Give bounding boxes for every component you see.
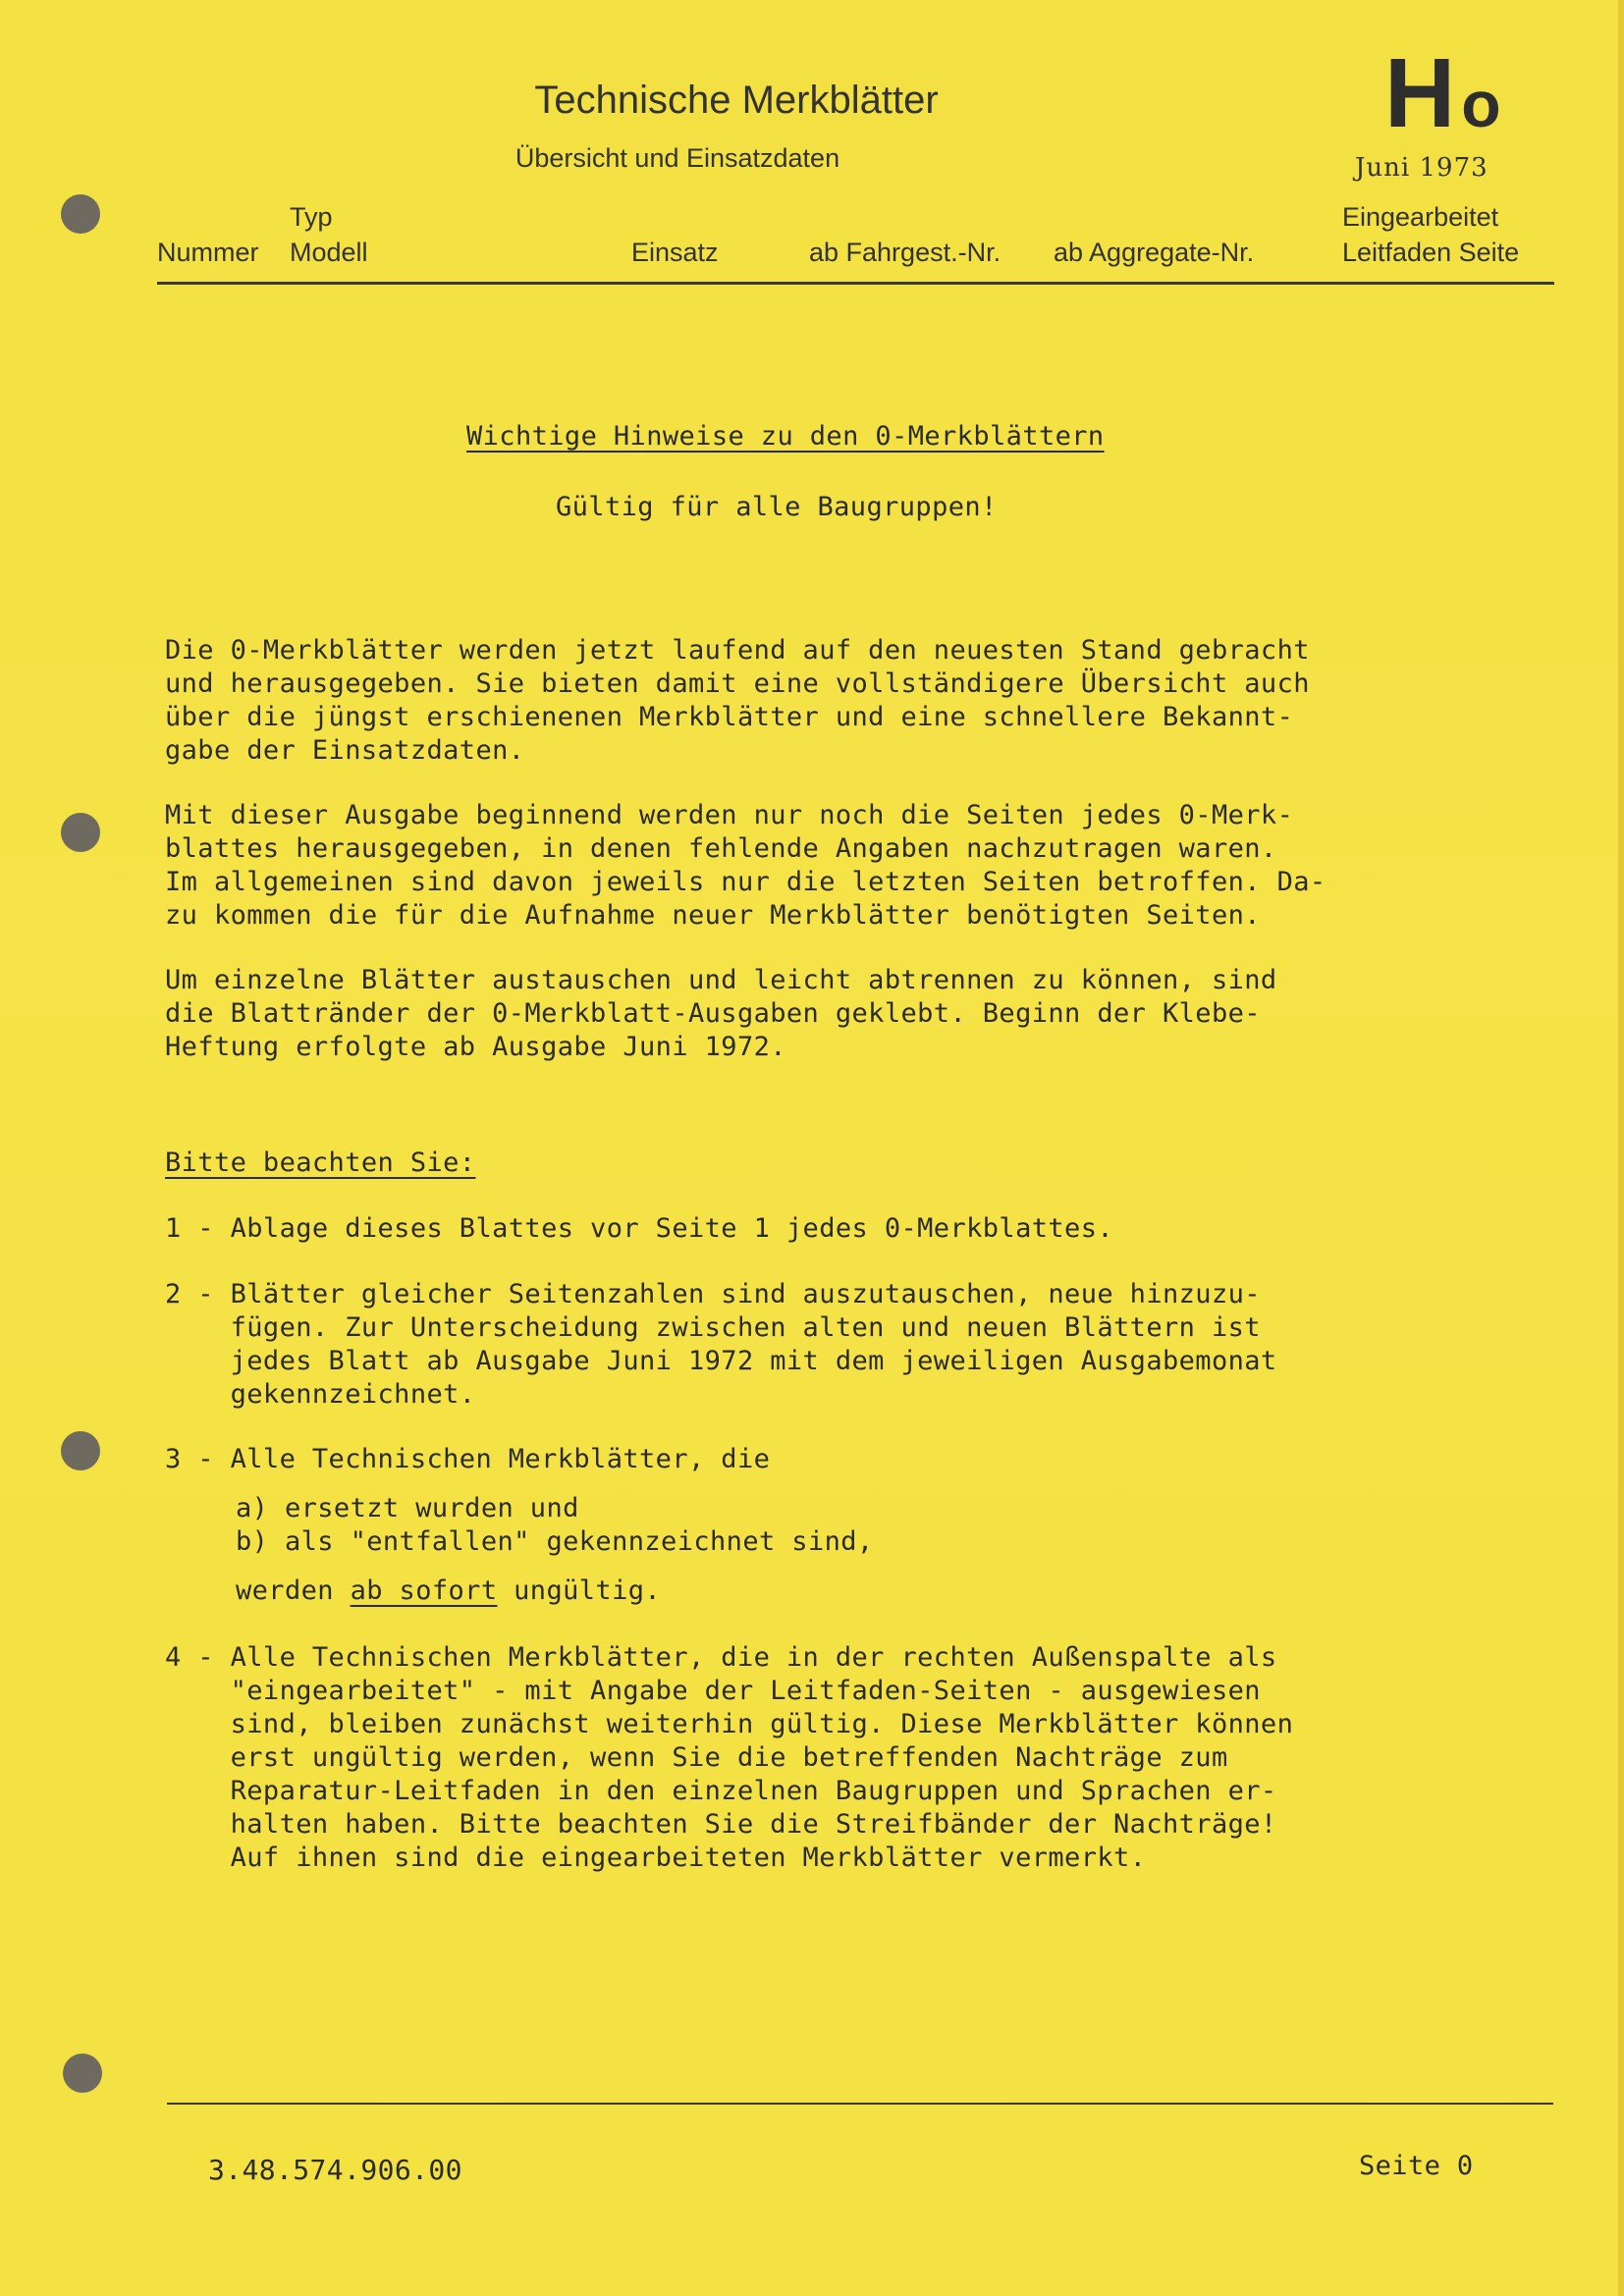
col-header-nummer: Nummer (157, 238, 259, 267)
text-line: zu kommen die für die Aufnahme neuer Merkblätter benötigten Seiten. (165, 900, 1261, 931)
col-header-typ: Typ (290, 202, 333, 232)
section-code (1384, 37, 1501, 150)
footer-rule (167, 2103, 1553, 2105)
underlined-text: ab sofort (350, 1575, 498, 1606)
text-line: 3 - Alle Technischen Merkblätter, die (165, 1444, 771, 1474)
page-edge (1618, 0, 1624, 2296)
text-fragment: werden (236, 1575, 351, 1606)
text-line: und herausgegeben. Sie bieten damit eine vollständigere Übersicht auch (165, 668, 1310, 699)
document-number: 3.48.574.906.00 (208, 2154, 462, 2186)
sub-item-a: a) ersetzt wurden und (236, 1493, 579, 1523)
text-line: die Blattränder der 0-Merkblatt-Ausgaben geklebt. Beginn der Klebe- (165, 998, 1261, 1029)
text-line: blattes herausgegeben, in denen fehlende Angaben nachzutragen waren. (165, 833, 1277, 864)
sub-item-b: b) als "entfallen" gekennzeichnet sind, (236, 1526, 874, 1557)
text-line: sind, bleiben zunächst weiterhin gültig. Diese Merkblätter können (165, 1709, 1294, 1739)
binder-hole (61, 813, 100, 852)
text-fragment: ungültig. (497, 1575, 662, 1606)
text-line: Heftung erfolgte ab Ausgabe Juni 1972. (165, 1032, 786, 1062)
header-subtitle: Übersicht und Einsatzdaten (514, 143, 840, 173)
text-line: Mit dieser Ausgabe beginnend werden nur noch die Seiten jedes 0-Merk- (165, 800, 1294, 830)
text-line: über die jüngst erschienenen Merkblätter und eine schnellere Bekannt- (165, 702, 1294, 732)
col-header-aggregate: ab Aggregate-Nr. (1054, 238, 1255, 267)
section-code-main: H (1384, 38, 1454, 148)
text-line: gabe der Einsatzdaten. (165, 735, 525, 766)
col-header-modell: Modell (290, 238, 368, 267)
binder-hole (63, 2054, 102, 2093)
col-header-eingearbeitet: Eingearbeitet (1342, 202, 1499, 232)
page-number: Seite 0 (1359, 2151, 1474, 2181)
text-line: jedes Blatt ab Ausgabe Juni 1972 mit dem jeweiligen Ausgabemonat (165, 1346, 1277, 1376)
text-line: 4 - Alle Technischen Merkblätter, die in der rechten Außenspalte als (165, 1642, 1277, 1673)
header-rule (157, 282, 1554, 285)
text-line: halten haben. Bitte beachten Sie die Streifbänder der Nachträge! (165, 1809, 1277, 1840)
text-line: "eingearbeitet" - mit Angabe der Leitfaden-Seiten - ausgewiesen (165, 1676, 1261, 1706)
list-item-1: 1 - Ablage dieses Blattes vor Seite 1 jedes 0-Merkblattes. (165, 1213, 1114, 1244)
text-line: gekennzeichnet. (165, 1379, 476, 1410)
text-line: Um einzelne Blätter austauschen und leicht abtrennen zu können, sind (165, 965, 1277, 995)
col-header-leitfaden: Leitfaden Seite (1342, 238, 1520, 267)
text-line: Im allgemeinen sind davon jeweils nur die letzten Seiten betroffen. Da- (165, 867, 1326, 897)
item-3-conclusion (236, 1575, 661, 1608)
binder-hole (61, 194, 100, 234)
col-header-fahrgest: ab Fahrgest.-Nr. (809, 238, 1001, 267)
text-line: Auf ihnen sind die eingearbeiteten Merkblätter vermerkt. (165, 1842, 1147, 1873)
text-line: Reparatur-Leitfaden in den einzelnen Baugruppen und Sprachen er- (165, 1776, 1277, 1806)
text-line: fügen. Zur Unterscheidung zwischen alten und neuen Blättern ist (165, 1312, 1261, 1343)
notice-subheading: Gültig für alle Baugruppen! (556, 492, 998, 522)
please-note-heading: Bitte beachten Sie: (165, 1148, 476, 1178)
notice-heading: Wichtige Hinweise zu den 0-Merkblättern (466, 421, 1105, 452)
binder-hole (61, 1431, 100, 1470)
col-header-einsatz: Einsatz (631, 238, 719, 267)
text-line: Die 0-Merkblätter werden jetzt laufend auf den neuesten Stand gebracht (165, 635, 1310, 666)
issue-date: Juni 1973 (1355, 153, 1489, 183)
section-code-sub: o (1461, 68, 1501, 140)
header-title: Technische Merkblätter (534, 79, 939, 122)
text-line: 2 - Blätter gleicher Seitenzahlen sind auszutauschen, neue hinzuzu- (165, 1279, 1261, 1309)
text-line: erst ungültig werden, wenn Sie die betreffenden Nachträge zum (165, 1742, 1228, 1773)
